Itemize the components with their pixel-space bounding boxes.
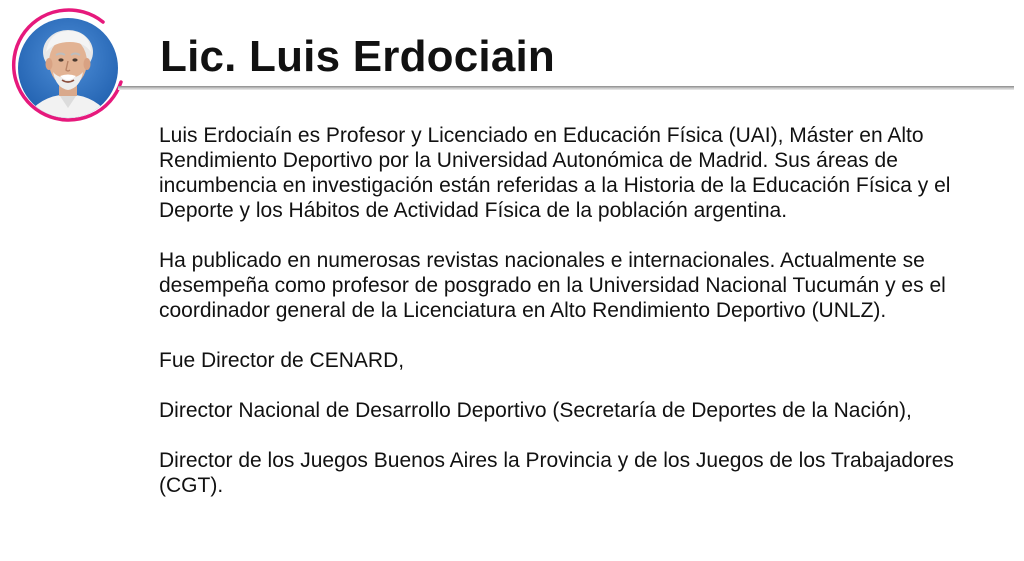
- portrait-photo: [18, 18, 118, 118]
- bio-paragraph: Fue Director de CENARD,: [159, 349, 405, 372]
- bio-paragraph: Director de los Juegos Buenos Aires la Provincia y de los Juegos de los Trabajadores (CGT).: [159, 449, 954, 497]
- bio-paragraph: Luis Erdociaín es Profesor y Licenciado en Educación Física (UAI), Máster en Alto Rendimiento Deportivo por la Universidad Autonómica de Madrid. Sus áreas de incumbencia en investigación están referidas a la Historia de la Educación Física y el Deporte y los Hábitos de Actividad Física de la población argentina.: [159, 124, 951, 222]
- avatar: [8, 8, 128, 128]
- bio-text: [159, 123, 1009, 523]
- page-title: Lic. Luis Erdociain: [160, 32, 555, 81]
- bio-paragraph: Ha publicado en numerosas revistas nacionales e internacionales. Actualmente se desempeña como profesor de posgrado en la Universidad Nacional Tucumán y es el coordinador general de la Licenciatura en Alto Rendimiento Deportivo (UNLZ).: [159, 249, 946, 322]
- bio-paragraph: Director Nacional de Desarrollo Deportivo (Secretaría de Deportes de la Nación),: [159, 399, 912, 422]
- title-divider: [118, 86, 1014, 90]
